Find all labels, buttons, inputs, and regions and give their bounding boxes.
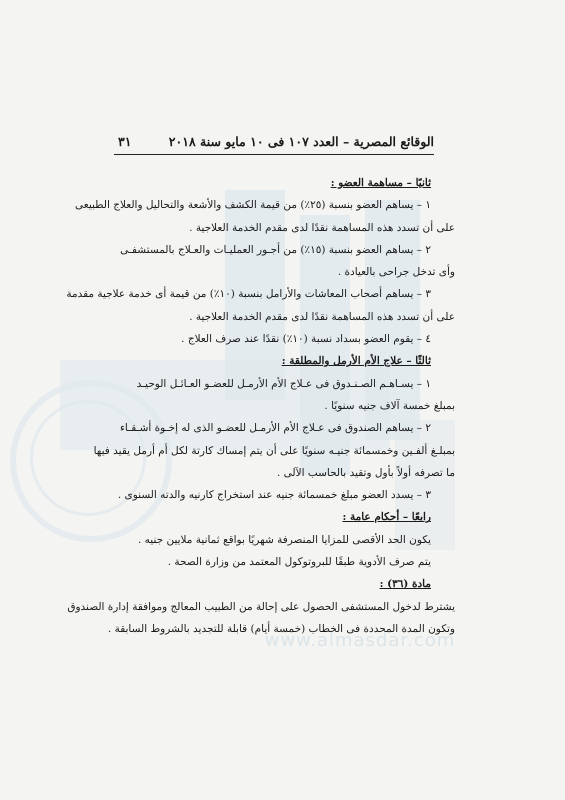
text-line: وتكون المدة المحددة فى الخطاب (خمسة أيام) قابلة للتجديد بالشروط السابقة . [107, 622, 455, 635]
text-line: يكون الحد الأقصى للمزايا المنصرفة شهريًا بواقع ثمانية ملايين جنيه . [137, 533, 431, 546]
watermark-url: www.almasdar.com [264, 630, 456, 651]
text-line: بمبلـغ ألفـين وخمسمائة جنيـه سنويًا على أن يتم إمساك كارتة لكل أم أرمل يقيد فيها [93, 444, 455, 457]
text-line: بمبلغ خمسة آلاف جنيه سنويًا . [324, 399, 455, 412]
running-header [114, 132, 434, 155]
text-line: ما تصرفه أولاً بأول وتقيد بالحاسب الآلى . [276, 466, 455, 479]
text-line: ٢ – يساهم العضو بنسبة (١٥٪) من أجـور العمليـات والعـلاج بالمستشفـى [120, 243, 431, 256]
text-line: ٢ – يساهم الصندوق فى عـلاج الأم الأرمـل للعضـو الذى له إخـوة أشـقـاء [119, 422, 431, 435]
document-body [66, 172, 455, 640]
text-line: ٤ – يقوم العضو بسداد نسبة (١٠٪) نقدًا عند صرف العلاج . [181, 333, 431, 346]
gazette-title: الوقائع المصرية – العدد ١٠٧ فى ١٠ مايو سنة ٢٠١٨ [168, 134, 434, 149]
section-heading: رابعًا – أحكام عامة : [342, 511, 431, 524]
text-line: ١ – يساهم العضو بنسبة (٢٥٪) من قيمة الكشف والأشعة والتحاليل والعلاج الطبيعى [75, 199, 431, 212]
text-line: ١ – يسـاهـم الصـنـدوق فى عـلاج الأم الأرمـل للعضـو العـائـل الوحيـد [136, 377, 431, 390]
section-heading: ثالثًا – علاج الأم الأرمل والمطلقة : [281, 355, 431, 368]
article-heading: مادة (٣٦) : [379, 578, 431, 591]
text-line: ٣ – يساهم أصحاب المعاشات والأرامل بنسبة (١٠٪) من قيمة أى خدمة علاجية مقدمة [66, 288, 431, 301]
text-line: على أن تسدد هذه المساهمة نقدًا لدى مقدم الخدمة العلاجية . [189, 310, 455, 323]
text-line: على أن تسدد هذه المساهمة نقدًا لدى مقدم الخدمة العلاجية . [189, 221, 455, 234]
page-number: ٣١ [118, 134, 132, 149]
text-line: وأى تدخل جراحى بالعيادة . [337, 266, 455, 279]
text-line: يتم صرف الأدوية طبقًا للبروتوكول المعتمد من وزارة الصحة . [167, 556, 431, 569]
text-line: يشترط لدخول المستشفى الحصول على إحالة من الطبيب المعالج وموافقة إدارة الصندوق [67, 600, 455, 613]
text-line: ٣ – يسدد العضو مبلغ خمسمائة جنيه عند استخراج كارنيه والدته السنوى . [117, 489, 431, 502]
section-heading: ثانيًا – مساهمة العضو : [330, 177, 431, 189]
